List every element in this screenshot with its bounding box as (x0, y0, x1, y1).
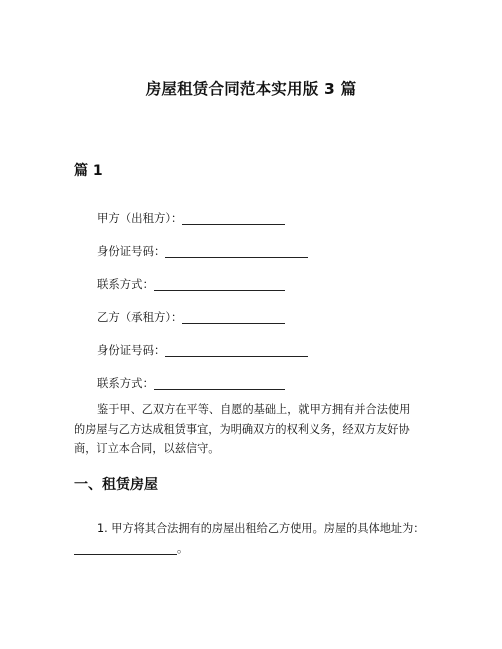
field-label: 身份证号码： (97, 244, 166, 258)
field-tenant-id (97, 342, 308, 358)
paragraph-line-with-blank (74, 539, 444, 559)
field-label: 身份证号码： (97, 343, 166, 357)
field-label: 联系方式： (97, 376, 154, 390)
clause-paragraph (74, 519, 444, 558)
fill-blank (182, 212, 285, 225)
preamble-paragraph (74, 400, 444, 459)
paragraph-line: 的房屋与乙方达成租赁事宜，为明确双方的权利义务，经双方友好协 (74, 422, 410, 436)
fill-blank (74, 542, 177, 555)
field-tenant (97, 309, 285, 325)
paragraph-line: 商，订立本合同，以兹信守。 (74, 442, 220, 455)
field-label: 联系方式： (97, 277, 154, 291)
fill-blank (165, 245, 308, 258)
paragraph-line: 1. 甲方将其合法拥有的房屋出租给乙方使用。房屋的具体地址为： (97, 522, 425, 535)
field-landlord-id (97, 243, 308, 259)
field-tenant-contact (97, 375, 285, 391)
paragraph-tail: 。 (177, 541, 189, 555)
part-heading: 篇 1 (74, 163, 103, 179)
field-landlord (97, 210, 285, 226)
fill-blank (154, 278, 285, 291)
paragraph-line: 鉴于甲、乙双方在平等、自愿的基础上，就甲方拥有并合法使用 (97, 403, 411, 416)
fill-blank (165, 344, 308, 357)
section-heading: 一、租赁房屋 (74, 477, 158, 493)
fill-blank (154, 377, 285, 390)
field-label: 乙方（承租方）： (97, 310, 183, 324)
document-title: 房屋租赁合同范本实用版 3 篇 (145, 80, 357, 98)
fill-blank (182, 311, 285, 324)
field-label: 甲方（出租方）： (97, 211, 183, 225)
field-landlord-contact (97, 276, 285, 292)
